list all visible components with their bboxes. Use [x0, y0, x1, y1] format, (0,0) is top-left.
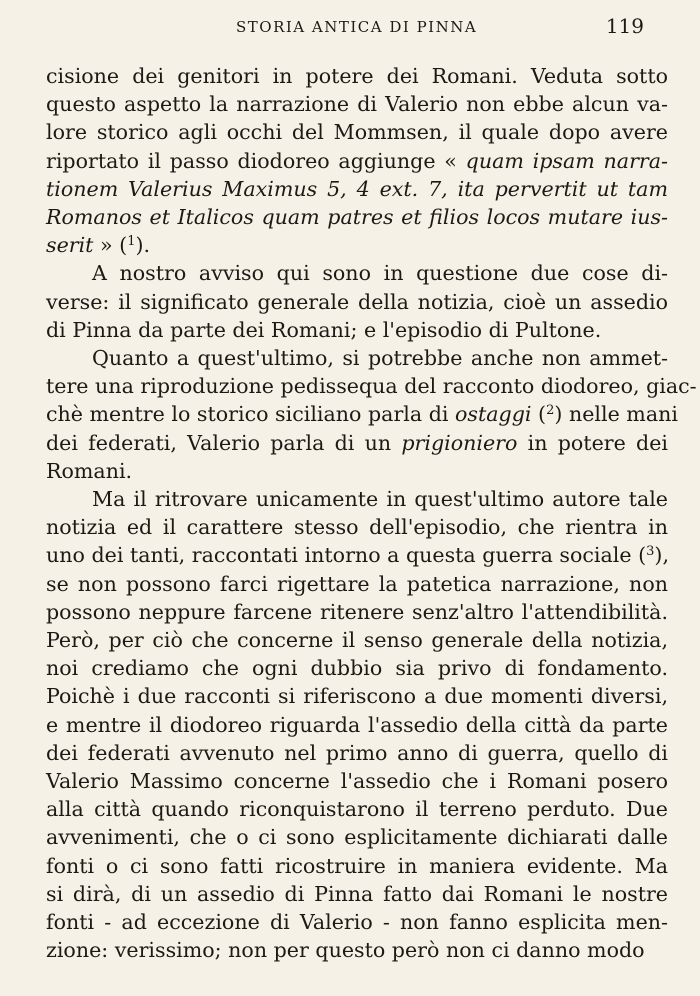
- text-line: tere una riproduzione pedissequa del racconto diodoreo, giac-: [46, 374, 697, 399]
- text-line: lore storico agli occhi del Mommsen, il quale dopo avere: [46, 120, 668, 145]
- text-line: fonti - ad eccezione di Valerio - non fanno esplicita men-: [46, 910, 668, 935]
- italic-text: serit: [46, 233, 94, 258]
- text-line: riportato il passo diodoreo aggiunge « quam ipsam narra-: [46, 148, 668, 173]
- text-line: cisione dei genitori in potere dei Romani. Veduta sotto: [46, 64, 668, 88]
- text-line: verse: il significato generale della notizia, cioè un assedio: [46, 289, 668, 314]
- text-line: dei federati, Valerio parla di un prigioniero in potere dei: [46, 430, 668, 455]
- page-header: [46, 14, 644, 40]
- text-line: serit » ($^1$).: [46, 233, 151, 258]
- paragraph: [46, 62, 668, 259]
- paragraph: [46, 344, 697, 485]
- text-line: Ma il ritrovare unicamente in quest'ultimo autore tale: [92, 487, 668, 512]
- paragraph: [46, 259, 668, 344]
- running-title: STORIA ANTICA DI PINNA: [236, 18, 478, 36]
- text-line: Quanto a quest'ultimo, si potrebbe anche non ammet-: [92, 346, 668, 371]
- text-line: Valerio Massimo concerne l'assedio che i Romani posero: [46, 769, 668, 794]
- text-line: [46, 175, 668, 203]
- text-line: Poichè i due racconti si riferiscono a due momenti diversi,: [46, 684, 668, 709]
- text-line: A nostro avviso qui sono in questione due cose di-: [92, 261, 668, 286]
- text-line: si dirà, di un assedio di Pinna fatto dai Romani le nostre: [46, 881, 668, 906]
- text-line: Romani.: [46, 458, 133, 483]
- footnote-ref[interactable]: 2: [546, 403, 555, 419]
- text-line: di Pinna da parte dei Romani; e l'episodio di Pultone.: [46, 317, 602, 342]
- text-line: noi crediamo che ogni dubbio sia privo di fondamento.: [46, 656, 668, 681]
- paragraph: [46, 485, 668, 964]
- text-line: alla città quando riconquistarono il terreno perduto. Due: [46, 797, 668, 822]
- text-line: [46, 203, 668, 231]
- text-line: avvenimenti, che o ci sono esplicitamente dichiarati dalle: [46, 825, 668, 850]
- italic-text: prigioniero: [401, 430, 518, 455]
- italic-text: ostaggi: [455, 402, 532, 427]
- body-text: [46, 62, 697, 965]
- text-line: uno dei tanti, raccontati intorno a questa guerra sociale ($^3$),: [46, 543, 669, 568]
- text-line: Però, per ciò che concerne il senso generale della notizia,: [46, 628, 668, 653]
- italic-text: tionem Valerius Maximus 5, 4 ext. 7, ita pervertit ut tam: [46, 176, 668, 201]
- italic-text: Romanos et Italicos quam patres et filios locos mutare ius-: [46, 205, 668, 230]
- text-line: notizia ed il carattere stesso dell'episodio, che rientra in: [46, 515, 668, 540]
- italic-text: quam ipsam narra-: [465, 148, 668, 173]
- text-line: e mentre il diodoreo riguarda l'assedio della città da parte: [46, 712, 668, 737]
- text-line: questo aspetto la narrazione di Valerio non ebbe alcun va-: [46, 92, 668, 117]
- text-line: possono neppure farcene ritenere senz'altro l'attendibilità.: [46, 599, 668, 624]
- text-line: fonti o ci sono fatti ricostruire in maniera evidente. Ma: [46, 853, 668, 878]
- text-line: zione: verissimo; non per questo però non ci danno modo: [46, 938, 645, 963]
- text-line: dei federati avvenuto nel primo anno di guerra, quello di: [46, 740, 668, 765]
- text-line: se non possono farci rigettare la patetica narrazione, non: [46, 571, 668, 596]
- text-line: chè mentre lo storico siciliano parla di ostaggi ($^2$) nelle mani: [46, 402, 678, 427]
- footnote-ref[interactable]: 3: [646, 544, 655, 560]
- footnote-ref[interactable]: 1: [127, 234, 136, 250]
- page-number: 119: [605, 14, 644, 38]
